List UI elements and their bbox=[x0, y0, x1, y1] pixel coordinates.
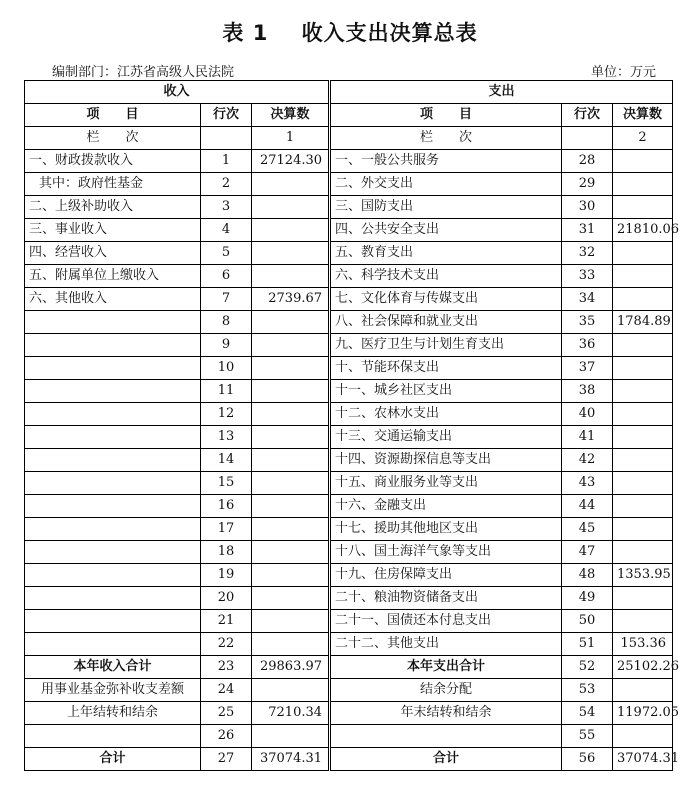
expense-row-number-cell: 51 bbox=[562, 633, 613, 656]
expense-row-number-cell: 55 bbox=[562, 725, 613, 748]
empty-cell bbox=[201, 127, 252, 150]
income-amount-cell bbox=[252, 564, 330, 587]
income-item-cell: 三、事业收入 bbox=[25, 219, 201, 242]
expense-amount-cell bbox=[613, 725, 673, 748]
income-amount-cell bbox=[252, 196, 330, 219]
income-item-cell bbox=[25, 725, 201, 748]
income-item-cell: 二、上级补助收入 bbox=[25, 196, 201, 219]
expense-row-number-cell: 52 bbox=[562, 656, 613, 679]
expense-item-cell: 八、社会保障和就业支出 bbox=[330, 311, 562, 334]
expense-amount-cell bbox=[613, 518, 673, 541]
income-amount-cell bbox=[252, 403, 330, 426]
income-row-number-cell: 9 bbox=[201, 334, 252, 357]
income-row-number-cell: 7 bbox=[201, 288, 252, 311]
table-row bbox=[25, 495, 673, 518]
expense-row-number-cell: 35 bbox=[562, 311, 613, 334]
expense-row-number-cell: 47 bbox=[562, 541, 613, 564]
table-row bbox=[25, 472, 673, 495]
income-item-cell: 本年收入合计 bbox=[25, 656, 201, 679]
expense-amount-cell bbox=[613, 380, 673, 403]
expense-amount-cell bbox=[613, 541, 673, 564]
expense-row-number-cell: 40 bbox=[562, 403, 613, 426]
income-section-header: 收入 bbox=[25, 81, 330, 104]
table-row bbox=[25, 196, 673, 219]
table-row bbox=[25, 403, 673, 426]
expense-amount-cell: 153.36 bbox=[613, 633, 673, 656]
expense-amount-cell bbox=[613, 587, 673, 610]
expense-item-cell: 十、节能环保支出 bbox=[330, 357, 562, 380]
income-item-cell bbox=[25, 426, 201, 449]
income-amount-cell bbox=[252, 265, 330, 288]
income-item-cell bbox=[25, 587, 201, 610]
income-amount-cell: 27124.30 bbox=[252, 150, 330, 173]
expense-amount-header: 决算数 bbox=[613, 104, 673, 127]
expense-row-number-cell: 38 bbox=[562, 380, 613, 403]
expense-item-header: 项 目 bbox=[330, 104, 562, 127]
table-row bbox=[25, 173, 673, 196]
income-amount-cell bbox=[252, 449, 330, 472]
income-row-number-cell: 3 bbox=[201, 196, 252, 219]
expense-item-cell: 十三、交通运输支出 bbox=[330, 426, 562, 449]
income-amount-cell bbox=[252, 472, 330, 495]
table-row bbox=[25, 150, 673, 173]
table-row bbox=[25, 725, 673, 748]
expense-item-cell: 十六、金融支出 bbox=[330, 495, 562, 518]
income-row-number-cell: 11 bbox=[201, 380, 252, 403]
income-amount-cell bbox=[252, 311, 330, 334]
column-index-row bbox=[25, 127, 673, 150]
income-item-cell bbox=[25, 380, 201, 403]
expense-row-number-cell: 29 bbox=[562, 173, 613, 196]
income-row-number-cell: 23 bbox=[201, 656, 252, 679]
table-row bbox=[25, 610, 673, 633]
income-item-cell bbox=[25, 518, 201, 541]
income-row-number-cell: 5 bbox=[201, 242, 252, 265]
table-row bbox=[25, 656, 673, 679]
table-row bbox=[25, 518, 673, 541]
income-row-number-cell: 26 bbox=[201, 725, 252, 748]
expense-row-number-cell: 50 bbox=[562, 610, 613, 633]
expense-amount-cell: 37074.31 bbox=[613, 748, 673, 771]
income-column-label: 栏 次 bbox=[25, 127, 201, 150]
table-row bbox=[25, 702, 673, 725]
table-row bbox=[25, 748, 673, 771]
table-row bbox=[25, 380, 673, 403]
expense-column-number: 2 bbox=[613, 127, 673, 150]
income-row-number-cell: 6 bbox=[201, 265, 252, 288]
expense-row-number-cell: 36 bbox=[562, 334, 613, 357]
income-row-number-cell: 19 bbox=[201, 564, 252, 587]
expense-amount-cell: 11972.05 bbox=[613, 702, 673, 725]
income-amount-cell bbox=[252, 725, 330, 748]
expense-item-cell: 结余分配 bbox=[330, 679, 562, 702]
unit-label: 单位：万元 bbox=[590, 65, 656, 80]
income-row-number-cell: 16 bbox=[201, 495, 252, 518]
expense-item-cell: 九、医疗卫生与计划生育支出 bbox=[330, 334, 562, 357]
expense-row-number-cell: 49 bbox=[562, 587, 613, 610]
income-amount-cell: 37074.31 bbox=[252, 748, 330, 771]
expense-amount-cell bbox=[613, 334, 673, 357]
expense-amount-cell bbox=[613, 265, 673, 288]
expense-row-number-cell: 44 bbox=[562, 495, 613, 518]
income-item-cell: 其中：政府性基金 bbox=[25, 173, 201, 196]
income-item-cell bbox=[25, 357, 201, 380]
income-amount-cell bbox=[252, 541, 330, 564]
expense-row-number-cell: 31 bbox=[562, 219, 613, 242]
expense-item-cell: 十二、农林水支出 bbox=[330, 403, 562, 426]
income-item-cell: 四、经营收入 bbox=[25, 242, 201, 265]
expense-item-cell: 五、教育支出 bbox=[330, 242, 562, 265]
income-row-no-header: 行次 bbox=[201, 104, 252, 127]
expense-row-no-header: 行次 bbox=[562, 104, 613, 127]
income-item-header: 项 目 bbox=[25, 104, 201, 127]
expense-amount-cell bbox=[613, 196, 673, 219]
expense-item-cell: 二十二、其他支出 bbox=[330, 633, 562, 656]
expense-section-header: 支出 bbox=[330, 81, 673, 104]
income-amount-cell bbox=[252, 357, 330, 380]
income-row-number-cell: 17 bbox=[201, 518, 252, 541]
table-row bbox=[25, 288, 673, 311]
expense-item-cell: 十九、住房保障支出 bbox=[330, 564, 562, 587]
income-amount-cell: 29863.97 bbox=[252, 656, 330, 679]
income-row-number-cell: 18 bbox=[201, 541, 252, 564]
expense-amount-cell: 21810.06 bbox=[613, 219, 673, 242]
income-column-number: 1 bbox=[252, 127, 330, 150]
table-row bbox=[25, 219, 673, 242]
income-row-number-cell: 10 bbox=[201, 357, 252, 380]
expense-row-number-cell: 56 bbox=[562, 748, 613, 771]
expense-column-label: 栏 次 bbox=[330, 127, 562, 150]
expense-amount-cell: 25102.26 bbox=[613, 656, 673, 679]
expense-item-cell: 十七、援助其他地区支出 bbox=[330, 518, 562, 541]
expense-amount-cell bbox=[613, 472, 673, 495]
expense-row-number-cell: 42 bbox=[562, 449, 613, 472]
expense-item-cell: 二十一、国债还本付息支出 bbox=[330, 610, 562, 633]
expense-amount-cell bbox=[613, 403, 673, 426]
income-item-cell: 一、财政拨款收入 bbox=[25, 150, 201, 173]
income-amount-cell bbox=[252, 173, 330, 196]
expense-row-number-cell: 30 bbox=[562, 196, 613, 219]
expense-row-number-cell: 37 bbox=[562, 357, 613, 380]
expense-item-cell: 十一、城乡社区支出 bbox=[330, 380, 562, 403]
expense-item-cell: 一、一般公共服务 bbox=[330, 150, 562, 173]
expense-item-cell: 七、文化体育与传媒支出 bbox=[330, 288, 562, 311]
expense-row-number-cell: 33 bbox=[562, 265, 613, 288]
income-item-cell bbox=[25, 495, 201, 518]
income-amount-cell bbox=[252, 219, 330, 242]
expense-amount-cell bbox=[613, 150, 673, 173]
income-item-cell: 五、附属单位上缴收入 bbox=[25, 265, 201, 288]
income-row-number-cell: 14 bbox=[201, 449, 252, 472]
expense-amount-cell bbox=[613, 495, 673, 518]
expense-item-cell: 二十、粮油物资储备支出 bbox=[330, 587, 562, 610]
income-row-number-cell: 4 bbox=[201, 219, 252, 242]
income-item-cell bbox=[25, 541, 201, 564]
page-title: 表 1 收入支出决算总表 bbox=[222, 21, 478, 45]
section-header-row bbox=[25, 81, 673, 104]
income-item-cell: 用事业基金弥补收支差额 bbox=[25, 679, 201, 702]
income-item-cell bbox=[25, 311, 201, 334]
expense-amount-cell: 1353.95 bbox=[613, 564, 673, 587]
budget-summary-table bbox=[24, 80, 680, 771]
expense-row-number-cell: 41 bbox=[562, 426, 613, 449]
income-amount-cell bbox=[252, 587, 330, 610]
income-amount-header: 决算数 bbox=[252, 104, 330, 127]
expense-item-cell: 三、国防支出 bbox=[330, 196, 562, 219]
expense-amount-cell: 1784.89 bbox=[613, 311, 673, 334]
income-amount-cell bbox=[252, 679, 330, 702]
table-row bbox=[25, 334, 673, 357]
table-row bbox=[25, 242, 673, 265]
table-row bbox=[25, 564, 673, 587]
income-item-cell bbox=[25, 449, 201, 472]
expense-row-number-cell: 43 bbox=[562, 472, 613, 495]
income-amount-cell bbox=[252, 334, 330, 357]
expense-amount-cell bbox=[613, 426, 673, 449]
income-amount-cell bbox=[252, 426, 330, 449]
table-row bbox=[25, 587, 673, 610]
income-item-cell bbox=[25, 564, 201, 587]
table-row bbox=[25, 541, 673, 564]
expense-item-cell: 合计 bbox=[330, 748, 562, 771]
expense-item-cell: 二、外交支出 bbox=[330, 173, 562, 196]
income-amount-cell: 7210.34 bbox=[252, 702, 330, 725]
expense-amount-cell bbox=[613, 288, 673, 311]
income-row-number-cell: 22 bbox=[201, 633, 252, 656]
income-item-cell bbox=[25, 334, 201, 357]
expense-amount-cell bbox=[613, 173, 673, 196]
income-row-number-cell: 27 bbox=[201, 748, 252, 771]
income-row-number-cell: 13 bbox=[201, 426, 252, 449]
income-amount-cell bbox=[252, 610, 330, 633]
department-label: 编制部门：江苏省高级人民法院 bbox=[52, 65, 235, 80]
income-row-number-cell: 24 bbox=[201, 679, 252, 702]
column-header-row bbox=[25, 104, 673, 127]
expense-item-cell: 十八、国土海洋气象等支出 bbox=[330, 541, 562, 564]
income-item-cell: 合计 bbox=[25, 748, 201, 771]
income-row-number-cell: 12 bbox=[201, 403, 252, 426]
expense-item-cell: 十四、资源勘探信息等支出 bbox=[330, 449, 562, 472]
income-item-cell bbox=[25, 403, 201, 426]
income-row-number-cell: 20 bbox=[201, 587, 252, 610]
income-amount-cell bbox=[252, 380, 330, 403]
expense-item-cell: 十五、商业服务业等支出 bbox=[330, 472, 562, 495]
income-item-cell bbox=[25, 472, 201, 495]
income-row-number-cell: 15 bbox=[201, 472, 252, 495]
income-item-cell: 六、其他收入 bbox=[25, 288, 201, 311]
income-row-number-cell: 1 bbox=[201, 150, 252, 173]
income-item-cell bbox=[25, 633, 201, 656]
table-row bbox=[25, 449, 673, 472]
income-row-number-cell: 25 bbox=[201, 702, 252, 725]
expense-row-number-cell: 45 bbox=[562, 518, 613, 541]
table-row bbox=[25, 265, 673, 288]
expense-row-number-cell: 32 bbox=[562, 242, 613, 265]
income-amount-cell bbox=[252, 633, 330, 656]
expense-item-cell bbox=[330, 725, 562, 748]
expense-item-cell: 四、公共安全支出 bbox=[330, 219, 562, 242]
expense-row-number-cell: 48 bbox=[562, 564, 613, 587]
table-row bbox=[25, 633, 673, 656]
table-row bbox=[25, 679, 673, 702]
income-amount-cell bbox=[252, 518, 330, 541]
expense-item-cell: 本年支出合计 bbox=[330, 656, 562, 679]
income-row-number-cell: 8 bbox=[201, 311, 252, 334]
expense-item-cell: 六、科学技术支出 bbox=[330, 265, 562, 288]
income-amount-cell bbox=[252, 495, 330, 518]
empty-cell bbox=[562, 127, 613, 150]
income-amount-cell: 2739.67 bbox=[252, 288, 330, 311]
income-row-number-cell: 21 bbox=[201, 610, 252, 633]
table-row bbox=[25, 426, 673, 449]
table-row bbox=[25, 311, 673, 334]
expense-amount-cell bbox=[613, 610, 673, 633]
income-item-cell bbox=[25, 610, 201, 633]
expense-row-number-cell: 28 bbox=[562, 150, 613, 173]
expense-amount-cell bbox=[613, 679, 673, 702]
income-row-number-cell: 2 bbox=[201, 173, 252, 196]
expense-amount-cell bbox=[613, 449, 673, 472]
expense-item-cell: 年末结转和结余 bbox=[330, 702, 562, 725]
table-row bbox=[25, 357, 673, 380]
income-amount-cell bbox=[252, 242, 330, 265]
expense-amount-cell bbox=[613, 357, 673, 380]
income-item-cell: 上年结转和结余 bbox=[25, 702, 201, 725]
expense-row-number-cell: 53 bbox=[562, 679, 613, 702]
expense-amount-cell bbox=[613, 242, 673, 265]
expense-row-number-cell: 54 bbox=[562, 702, 613, 725]
expense-row-number-cell: 34 bbox=[562, 288, 613, 311]
